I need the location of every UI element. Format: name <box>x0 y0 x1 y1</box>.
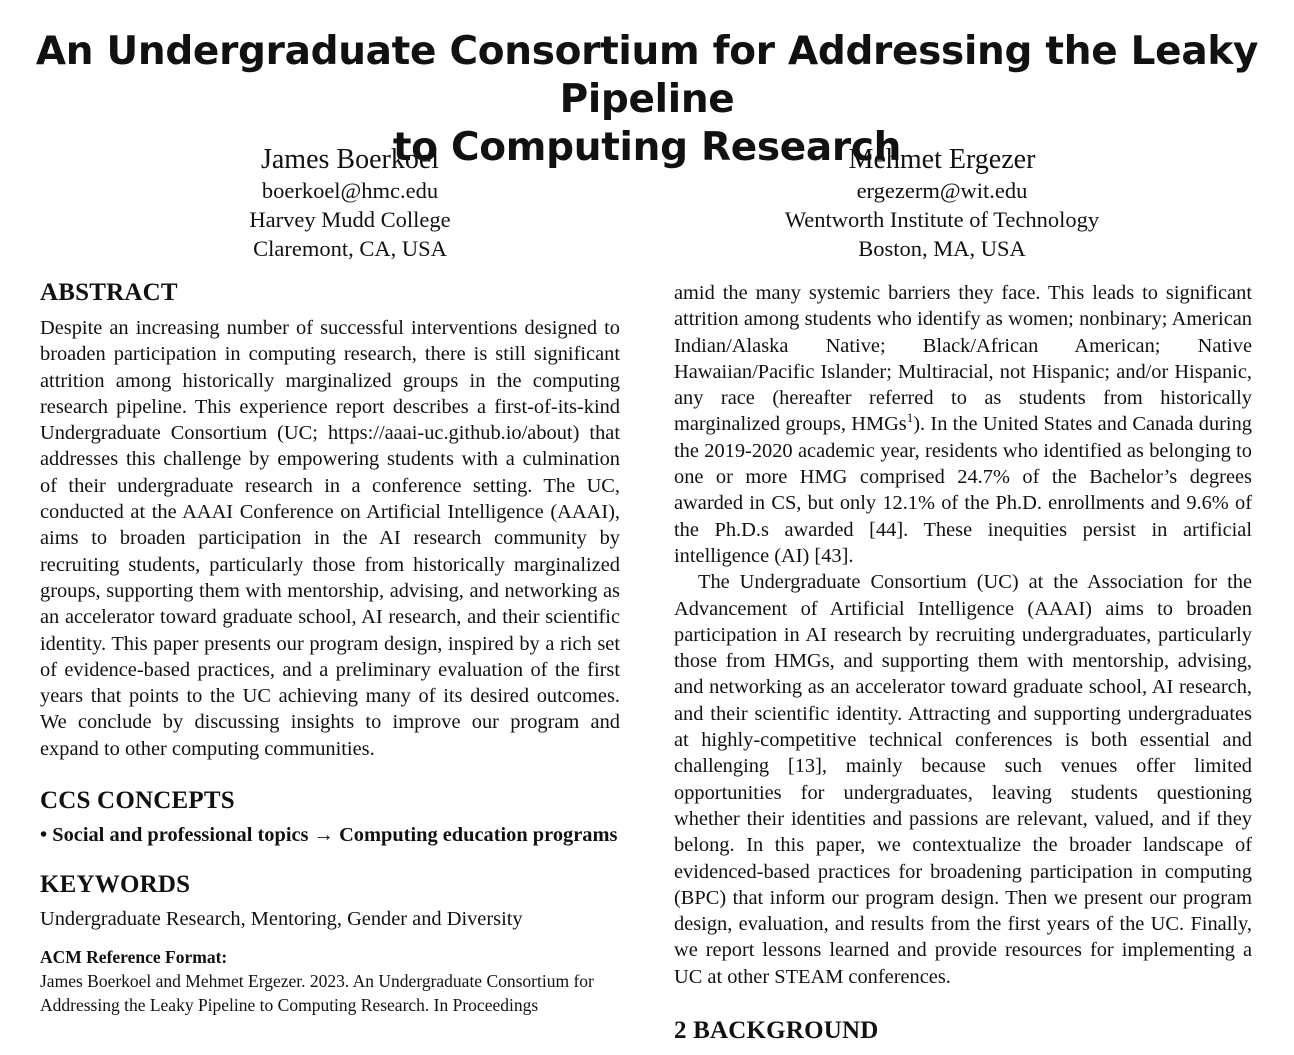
author-block-1 <box>100 144 600 263</box>
left-column <box>40 278 620 1017</box>
intro-paragraph-1 <box>674 280 1252 569</box>
abstract-text: Despite an increasing number of successful interventions designed to broaden participation in computing research, there is still significant attrition among historically marginalized groups in the computing research pipeline. This experience report describes a first-of-its-kind Undergraduate Consortium (UC; https://aaai-uc.github.io/about) that addresses this challenge by empowering students with a culmination of their undergraduate research in a conference setting. The UC, conducted at the AAAI Conference on Artificial Intelligence (AAAI), aims to broaden participation in the AI research community by recruiting students, particularly those from historically marginalized groups, supporting them with mentorship, advising, and networking as an accelerator toward graduate school, AI research, and their scientific identity. This paper presents our program design, inspired by a rich set of evidence-based practices, and a preliminary evaluation of the first years that points to the UC achieving many of its desired outcomes. We conclude by discussing insights to improve our program and expand to other computing communities. <box>40 317 620 760</box>
author-location: Claremont, CA, USA <box>253 236 447 261</box>
author-affiliation: Wentworth Institute of Technology <box>784 207 1100 232</box>
right-column <box>674 280 1252 1046</box>
ccs-concepts-text: • Social and professional topics → Computing education programs <box>40 824 618 847</box>
author-name: James Boerkoel <box>260 144 440 175</box>
author-block-2 <box>692 144 1192 263</box>
footnote-marker[interactable]: 1 <box>906 410 914 426</box>
abstract-heading: ABSTRACT <box>40 279 178 306</box>
acm-reference-text: James Boerkoel and Mehmet Ergezer. 2023. An Undergraduate Consortium for Addressing the Leaky Pipeline to Computing Research. In Proceedings <box>40 970 594 1015</box>
intro-paragraph-2: The Undergraduate Consortium (UC) at the Association for the Advancement of Artificial Intelligence (AAAI) aims to broaden participation in AI research by recruiting undergraduates, particularly those from HMGs, and supporting them with mentorship, advising, and networking as an accelerator toward graduate school, AI research, and their scientific identity. Attracting and supporting undergraduates at highly-competitive technical conferences is both essential and challenging [13], mainly because such venues offer limited opportunities for undergraduates, leaving students questioning whether their identities and passions are relevant, valued, and if they belong. In this paper, we contextualize the broader landscape of evidenced-based practices for broadening participation in computing (BPC) that inform our program design. Then we present our program design, evaluation, and results from the first years of the UC. Finally, we report lessons learned and provide resources for implementing a UC at other STEAM conferences. <box>674 571 1252 988</box>
ccs-heading: CCS CONCEPTS <box>40 787 235 815</box>
author-name: Mehmet Ergezer <box>848 144 1036 175</box>
acm-reference-heading: ACM Reference Format: <box>40 946 228 967</box>
author-email[interactable]: ergezerm@wit.edu <box>856 178 1028 203</box>
intro-paragraph-1-part-b: ). In the United States and Canada during the 2019-2020 academic year, residents who identified as belonging to one or more HMG comprised 24.7% of the Bachelor’s degrees awarded in CS, but only 12.1% of the Ph.D. enrollments and 9.6% of the Ph.D.s awarded [44]. These inequities persist in artificial intelligence (AI) [43]. <box>674 413 1252 567</box>
author-affiliation: Harvey Mudd College <box>249 207 451 232</box>
paper-title-line2: to Computing Research <box>392 125 902 170</box>
author-location: Boston, MA, USA <box>858 236 1026 261</box>
intro-paragraph-1-part-a: amid the many systemic barriers they face. This leads to significant attrition among students who identify as women; nonbinary; American Indian/Alaska Native; Black/African American; Native Hawaiian/Pacific Islander; Multiracial, not Hispanic; and/or Hispanic, any race (hereafter referred to as students from historically marginalized groups, HMGs <box>674 282 1252 436</box>
section-2-heading: 2 BACKGROUND <box>674 1017 879 1045</box>
author-email[interactable]: boerkoel@hmc.edu <box>261 178 439 203</box>
keywords-text: Undergraduate Research, Mentoring, Gender and Diversity <box>40 908 523 931</box>
paper-title-line1: An Undergraduate Consortium for Addressing the Leaky Pipeline <box>35 29 1259 122</box>
keywords-heading: KEYWORDS <box>40 871 191 899</box>
